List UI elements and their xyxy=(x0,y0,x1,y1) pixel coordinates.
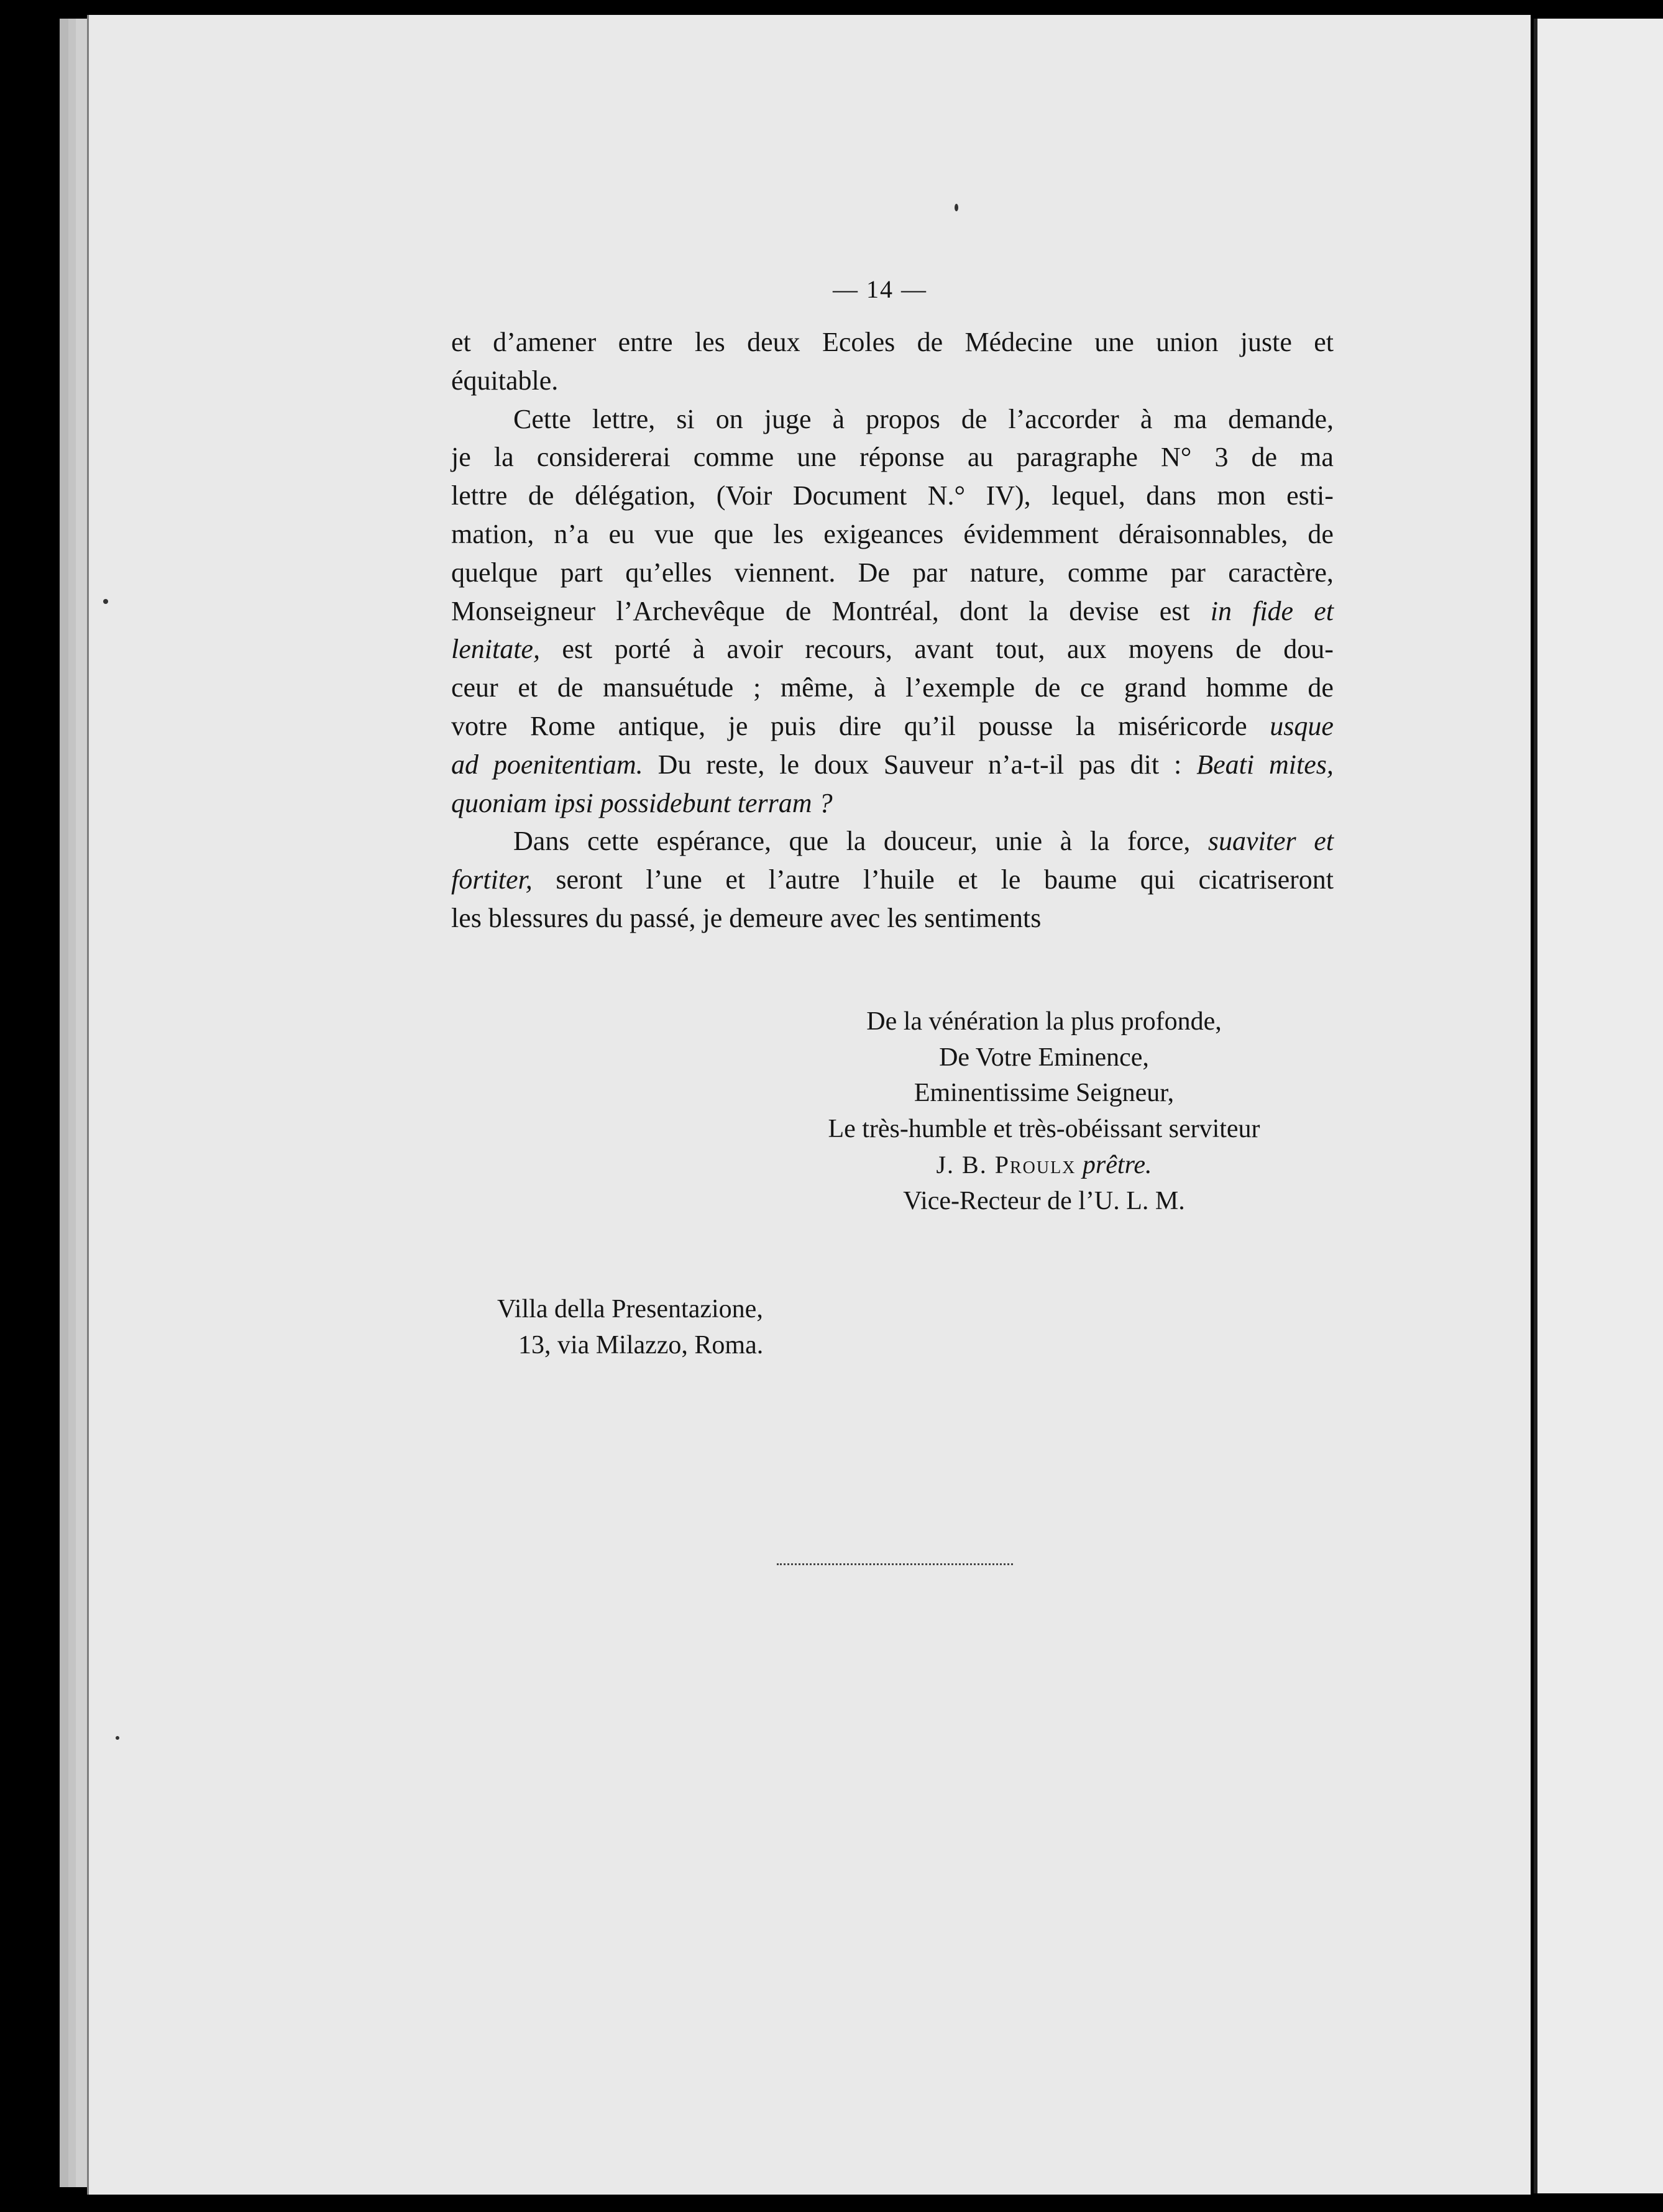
page-stack-edge xyxy=(76,19,88,2187)
text-line xyxy=(451,400,1334,439)
text-line-content: je la considererai comme une réponse au paragraphe N° 3 de ma xyxy=(451,442,1334,473)
closing-line: Eminentissime Seigneur, xyxy=(914,1079,1175,1107)
page-number: — 14 — xyxy=(833,275,927,303)
adjacent-page-edge xyxy=(1534,19,1663,2193)
italic-run: quoniam ipsi possidebunt terram ? xyxy=(451,787,833,818)
letter-body xyxy=(451,323,1334,938)
text-line xyxy=(451,746,1334,784)
text-line xyxy=(451,592,1334,631)
sender-address xyxy=(497,1291,763,1363)
text-line xyxy=(451,784,1334,823)
closing-line: Vice-Recteur de l’U. L. M. xyxy=(903,1186,1185,1215)
text-line xyxy=(451,477,1334,515)
text-line-content: lettre de délégation, (Voir Document N.° IV), lequel, dans mon esti- xyxy=(451,480,1334,511)
text-line-content: lenitate, est porté à avoir recours, avant tout, aux moyens de dou- xyxy=(451,634,1334,665)
closing-line: Le très-humble et très-obéissant serviteur xyxy=(828,1114,1260,1143)
text-line-content: équitable. xyxy=(451,365,559,396)
signer-title: prêtre. xyxy=(1082,1151,1152,1179)
text-line xyxy=(451,554,1334,592)
text-line xyxy=(451,438,1334,477)
address-line: 13, via Milazzo, Roma. xyxy=(518,1331,764,1360)
text-line-content: votre Rome antique, je puis dire qu’il pousse la miséricorde usque xyxy=(451,710,1334,741)
scan-speck xyxy=(955,204,958,211)
text-line-content: ceur et de mansuétude ; même, à l’exemple de ce grand homme de xyxy=(451,672,1334,703)
text-line xyxy=(451,899,1334,938)
text-line-content: ad poenitentiam. Du reste, le doux Sauveur n’a-t-il pas dit : Beati mites, xyxy=(451,749,1334,780)
end-rule-divider xyxy=(777,1563,1013,1565)
letter-closing xyxy=(702,1004,1386,1219)
text-line xyxy=(451,362,1334,400)
closing-line: De Votre Eminence, xyxy=(939,1043,1149,1072)
text-line-content: Monseigneur l’Archevêque de Montréal, dont la devise est in fide et xyxy=(451,595,1334,626)
text-line-content: Dans cette espérance, que la douceur, unie à la force, suaviter et xyxy=(513,826,1334,857)
text-line-content: et d’amener entre les deux Ecoles de Médecine une union juste et xyxy=(451,327,1334,357)
text-line xyxy=(451,515,1334,554)
text-line-content: fortiter, seront l’une et l’autre l’huile et le baume qui cicatriseront xyxy=(451,864,1334,895)
text-line-content: Cette lettre, si on juge à propos de l’accorder à ma demande, xyxy=(513,403,1334,434)
scan-speck xyxy=(116,1736,119,1740)
text-line xyxy=(451,630,1334,669)
text-line xyxy=(451,323,1334,362)
address-line: Villa della Presentazione, xyxy=(497,1295,763,1323)
signature-line xyxy=(702,1147,1386,1184)
text-line-content: mation, n’a eu vue que les exigeances évidemment déraisonnables, de xyxy=(451,518,1334,549)
text-line xyxy=(451,822,1334,861)
text-line xyxy=(451,861,1334,899)
scan-speck xyxy=(103,599,108,604)
text-line xyxy=(451,669,1334,707)
text-line-content: les blessures du passé, je demeure avec les sentiments xyxy=(451,902,1042,933)
text-line xyxy=(451,707,1334,746)
signer-name: J. B. Proulx xyxy=(936,1151,1076,1179)
text-line-content: quelque part qu’elles viennent. De par nature, comme par caractère, xyxy=(451,557,1334,588)
closing-line: De la vénération la plus profonde, xyxy=(866,1007,1222,1036)
